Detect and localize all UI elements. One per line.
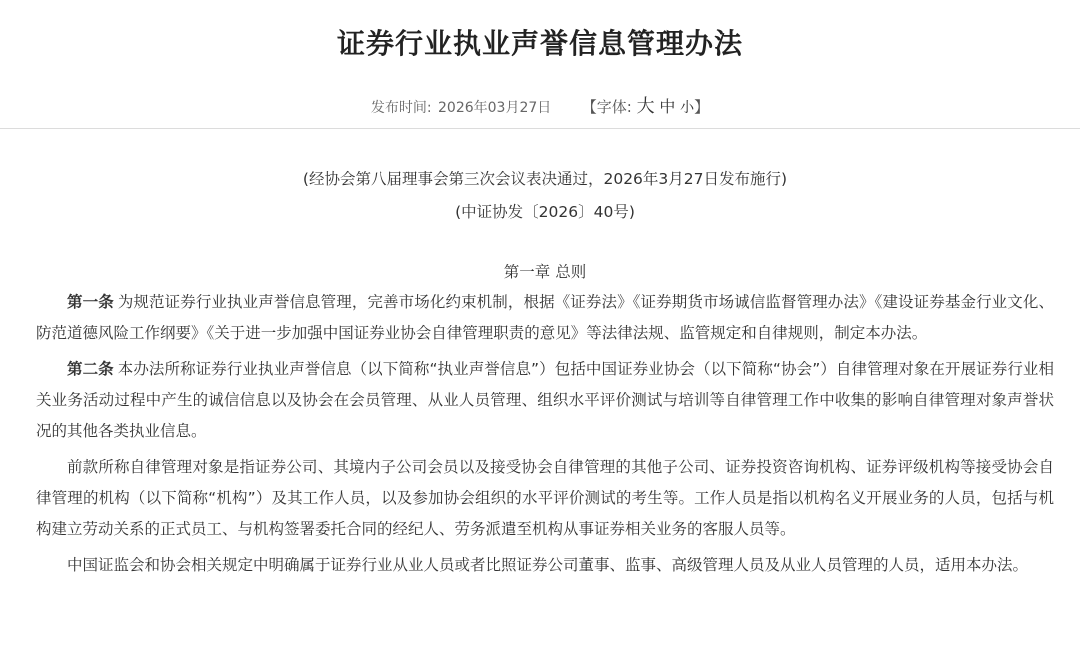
- publish-date: 2026年03月27日: [438, 100, 552, 116]
- paragraph-text: 为规范证券行业执业声誉信息管理，完善市场化约束机制，根据《证券法》《证券期货市场诚信监督管理办法》《建设证券基金行业文化、防范道德风险工作纲要》《关于进一步加强中国证券业协会自律管理职责的意见》等法律法规、监管规定和自律规则，制定本办法。: [36, 293, 1054, 342]
- font-control-close: 】: [694, 98, 710, 116]
- paragraph-article-2: [36, 354, 1054, 447]
- paragraph-text: 前款所称自律管理对象是指证券公司、其境内子公司会员以及接受协会自律管理的其他子公司、证券投资咨询机构、证券评级机构等接受协会自律管理的机构（以下简称“机构”）及其工作人员，以及参加协会组织的水平评价测试的考生等。工作人员是指以机构名义开展业务的人员，包括与机构建立劳动关系的正式员工、与机构签署委托合同的经纪人、劳务派遣至机构从事证券相关业务的客服人员等。: [36, 458, 1054, 538]
- paragraph-article-2-sub-2: [36, 550, 1054, 581]
- paragraph-article-1: [36, 287, 1054, 349]
- paragraph-text: 本办法所称证券行业执业声誉信息（以下简称“执业声誉信息”）包括中国证券业协会（以下简称“协会”）自律管理对象在开展证券行业相关业务活动过程中产生的诚信信息以及协会在会员管理、从业人员管理、组织水平评价测试与培训等自律管理工作中收集的影响自律管理对象声誉状况的其他各类执业信息。: [36, 360, 1054, 440]
- font-size-control: [582, 98, 709, 116]
- font-small-button[interactable]: 小: [680, 100, 695, 116]
- article-header: [0, 0, 1080, 129]
- font-medium-button[interactable]: 中: [659, 97, 676, 116]
- chapter-title: 第一章 总则: [503, 263, 587, 281]
- paragraph-text: 中国证监会和协会相关规定中明确属于证券行业从业人员或者比照证券公司董事、监事、高级管理人员及从业人员管理的人员，适用本办法。: [67, 556, 1029, 574]
- adoption-note: (经协会第八届理事会第三次会议表决通过，2026年3月27日发布施行): [302, 170, 788, 188]
- article-content: [0, 167, 1080, 581]
- document-number: (中证协发〔2026〕40号): [455, 203, 635, 221]
- article-meta: [0, 92, 1080, 118]
- publish-label: 发布时间:: [370, 100, 432, 116]
- article-number: 第二条: [67, 360, 114, 378]
- paragraph-article-2-sub-1: [36, 452, 1054, 545]
- page-title: 证券行业执业声誉信息管理办法: [336, 27, 743, 60]
- article-number: 第一条: [67, 293, 114, 311]
- font-large-button[interactable]: 大: [636, 96, 655, 117]
- font-control-open: 【字体:: [581, 98, 632, 116]
